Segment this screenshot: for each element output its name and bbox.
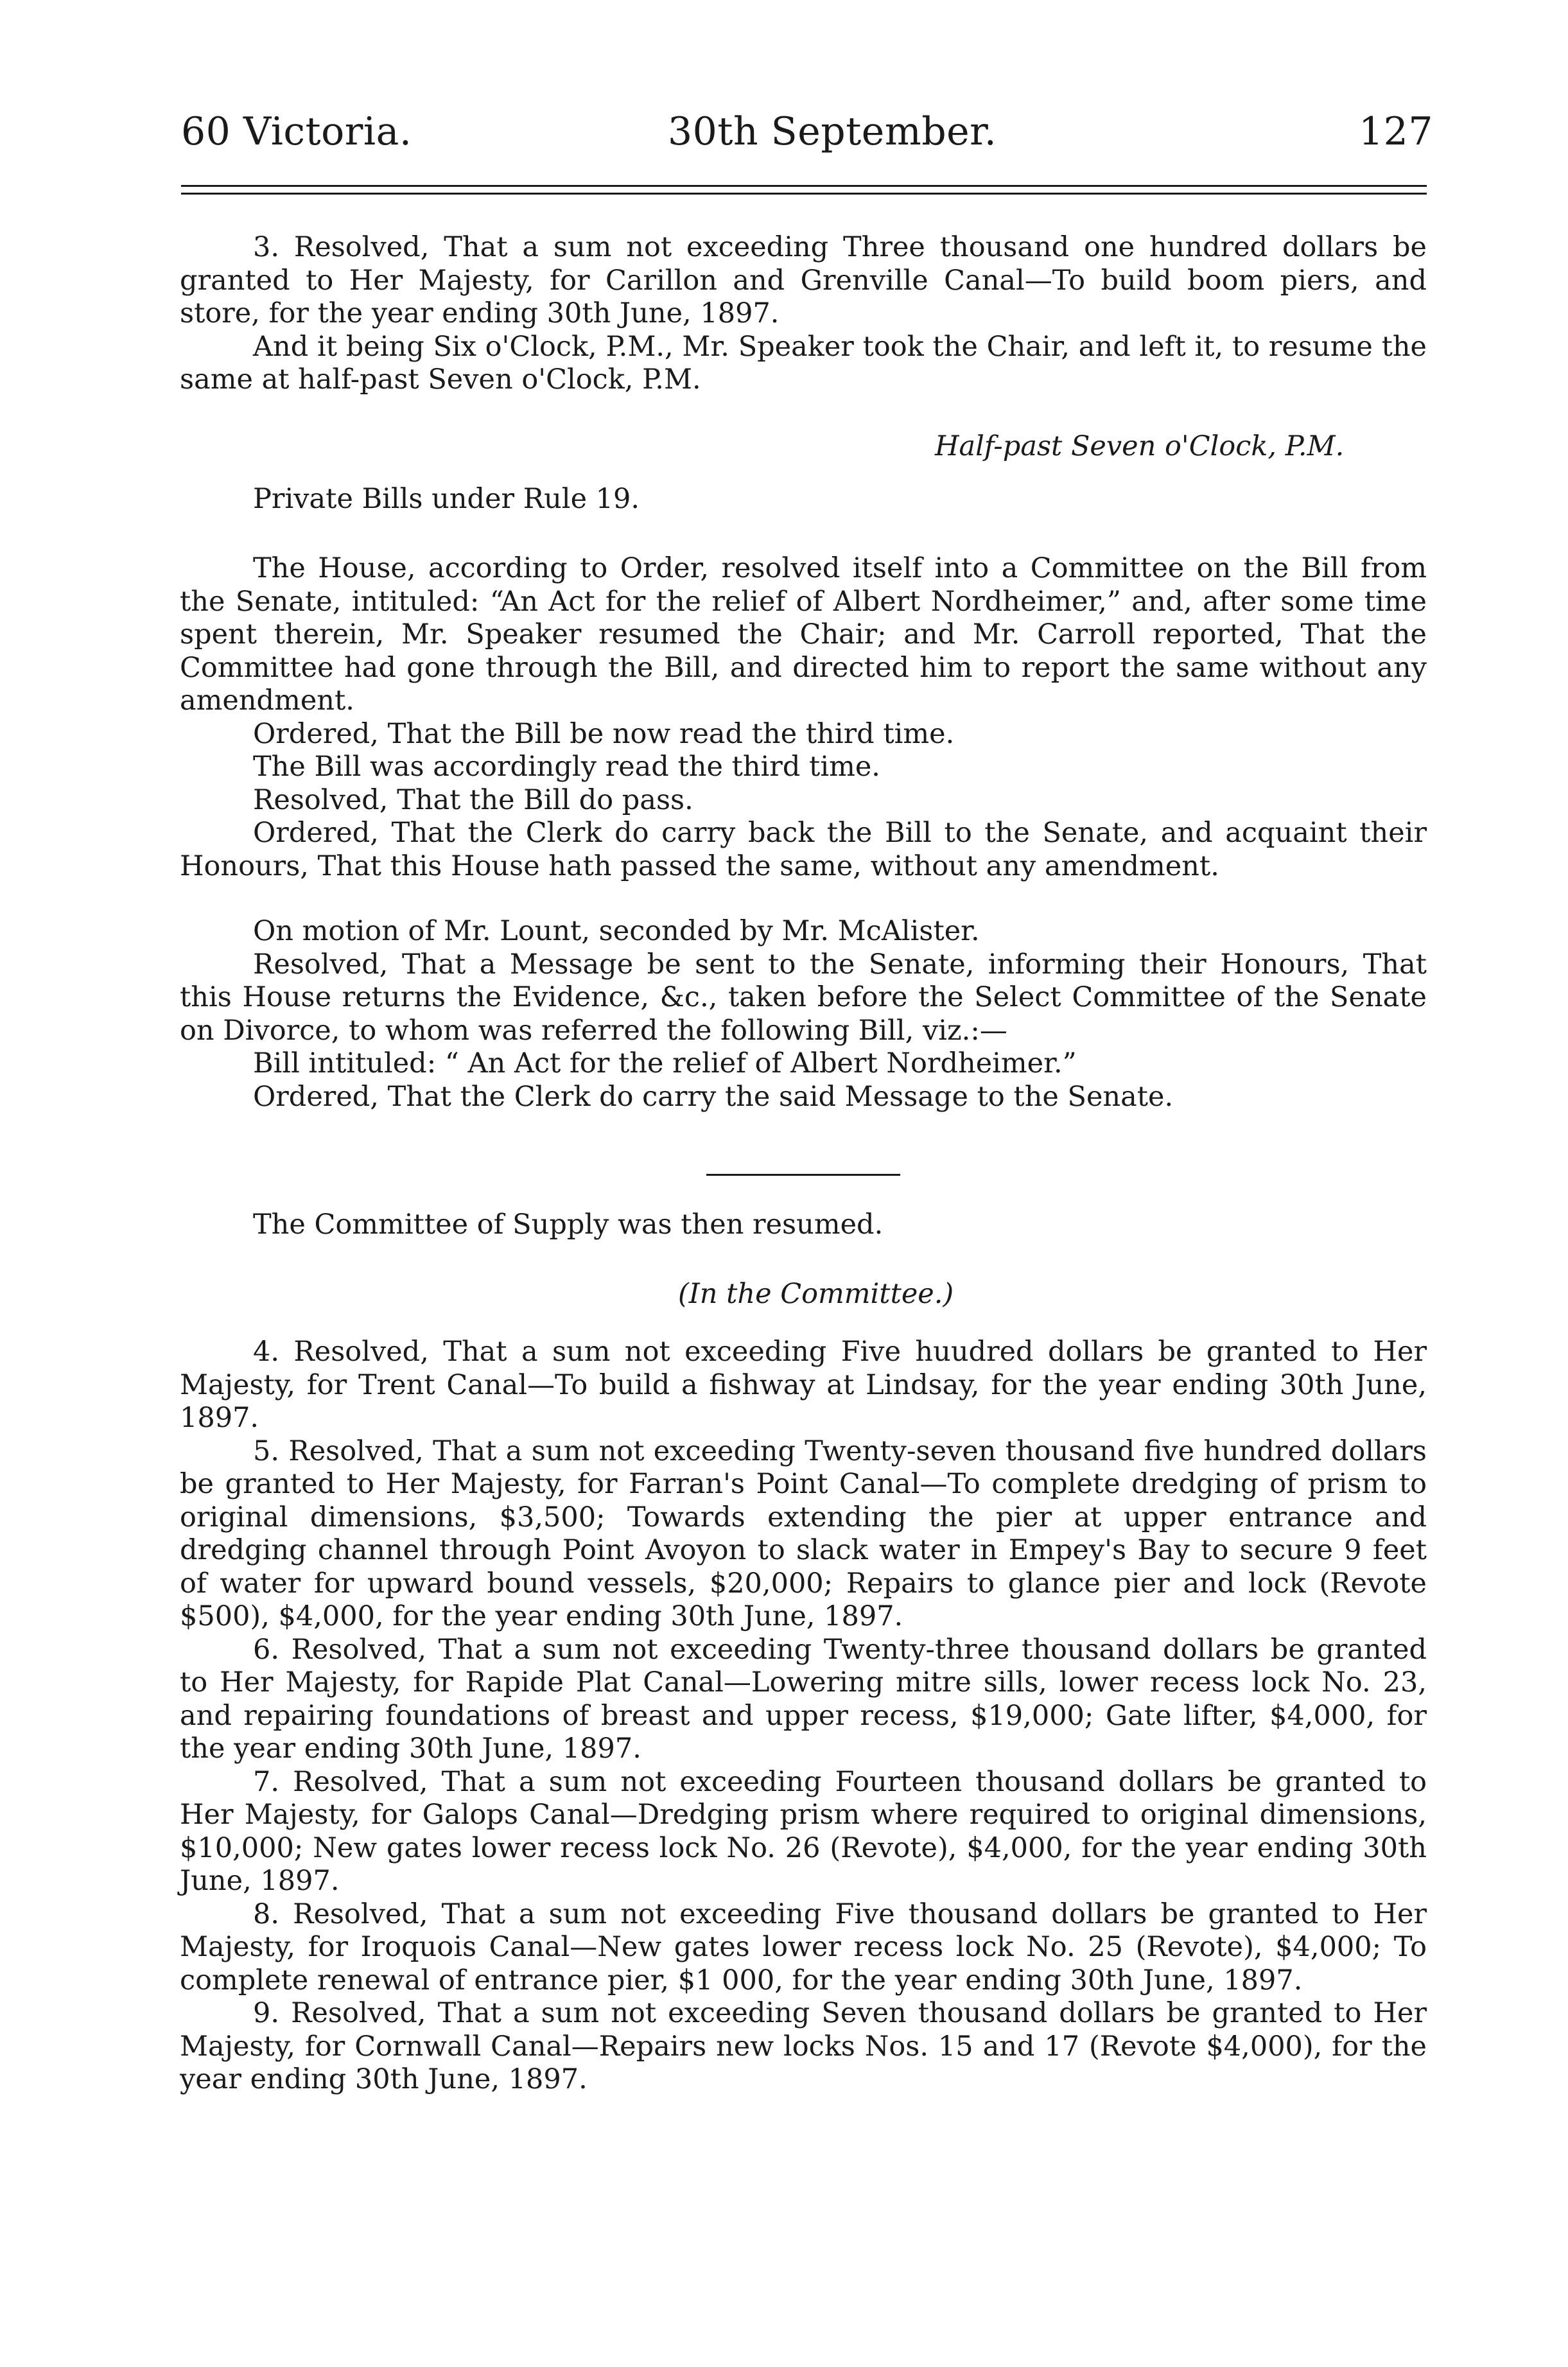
resolution-9: 9. Resolved, That a sum not exceeding Seven thousand dollars be granted to Her Majesty, for Cornwall Canal—Repairs new locks Nos. 15 and 17 (Revote $4,000), for the year ending 30th June, 1897. [180, 1997, 1427, 2095]
bill-passed: Resolved, That the Bill do pass. [253, 783, 693, 816]
motion: On motion of Mr. Lount, seconded by Mr. McAlister. [253, 915, 980, 947]
resolution-6: 6. Resolved, That a sum not exceeding Twenty-three thousand dollars be granted to Her Majesty, for Rapide Plat Canal—Lowering mitre sills, lower recess lock No. 23, and repairing foundations of breast and upper recess, $19,000; Gate lifter, $4,000, for the year ending 30th June, 1897. [180, 1633, 1427, 1765]
resolution-block-2 [180, 1336, 1427, 2097]
message-block [180, 915, 1427, 1114]
resolution-5: 5. Resolved, That a sum not exceeding Twenty-seven thousand five hundred dollars be granted to Her Majesty, for Farran's Point Canal—To complete dredging of prism to original dimensions, $3,500; Towards extending the pier at upper entrance and dredging channel through Point Avoyon to slack water in Empey's Bay to secure 9 feet of water for upward bound vessels, $20,000; Repairs to glance pier and lock (Revote $500), $4,000, for the year ending 30th June, 1897. [180, 1435, 1427, 1632]
resolution-4: 4. Resolved, That a sum not exceeding Five huudred dollars be granted to Her Majesty, for Trent Canal—To build a fishway at Lindsay, for the year ending 30th June, 1897. [180, 1336, 1427, 1434]
section-heading: Private Bills under Rule 19. [253, 483, 640, 515]
supply-resumed: The Committee of Supply was then resumed. [253, 1209, 884, 1241]
header-rule-bottom [181, 193, 1427, 195]
private-bill-block [180, 552, 1427, 883]
header-date: 30th September. [668, 109, 997, 154]
message-resolution: Resolved, That a Message be sent to the Senate, informing their Honours, That this House returns the Evidence, &c., taken before the Select Committee of the Senate on Divorce, to whom was referred the following Bill, viz.:— [180, 948, 1427, 1047]
adjournment-note: And it being Six o'Clock, P.M., Mr. Speaker took the Chair, and left it, to resume the same at half-past Seven o'Clock, P.M. [180, 330, 1427, 396]
page-number: 127 [1359, 109, 1434, 154]
time-heading: Half-past Seven o'Clock, P.M. [935, 430, 1345, 462]
resolution-7: 7. Resolved, That a sum not exceeding Fourteen thousand dollars be granted to Her Majesty, for Galops Canal—Dredging prism where required to original dimensions, $10,000; New gates lower recess lock No. 26 (Revote), $4,000, for the year ending 30th June, 1897. [180, 1765, 1427, 1897]
bill-title: Bill intituled: “ An Act for the relief of Albert Nordheimer.” [253, 1047, 1077, 1079]
header-rule-top [181, 185, 1427, 187]
committee-heading: (In the Committee.) [678, 1278, 954, 1310]
header-session: 60 Victoria. [181, 109, 412, 154]
committee-report: The House, according to Order, resolved itself into a Committee on the Bill from the Senate, intituled: “An Act for the relief of Albert Nordheimer,” and, after some time spent therein, Mr. Speaker resumed the Chair; and Mr. Carroll reported, That the Committee had gone through the Bill, and directed him to report the same without any amendment. [180, 552, 1427, 717]
third-reading-order: Ordered, That the Bill be now read the third time. [253, 717, 955, 750]
section-separator [706, 1174, 900, 1176]
return-to-senate: Ordered, That the Clerk do carry back the Bill to the Senate, and acquaint their Honours, That this House hath passed the same, without any amendment. [180, 817, 1427, 882]
message-order: Ordered, That the Clerk do carry the said Message to the Senate. [253, 1080, 1174, 1113]
resolution-3: 3. Resolved, That a sum not exceeding Three thousand one hundred dollars be granted to Her Majesty, for Carillon and Grenville Canal—To build boom piers, and store, for the year ending 30th June, 1897. [180, 231, 1427, 329]
resolution-8: 8. Resolved, That a sum not exceeding Five thousand dollars be granted to Her Majesty, for Iroquois Canal—New gates lower recess lock No. 25 (Revote), $4,000; To complete renewal of entrance pier, $1 000, for the year ending 30th June, 1897. [180, 1898, 1427, 1996]
third-reading: The Bill was accordingly read the third time. [253, 751, 880, 783]
resolution-block-1 [180, 231, 1427, 397]
